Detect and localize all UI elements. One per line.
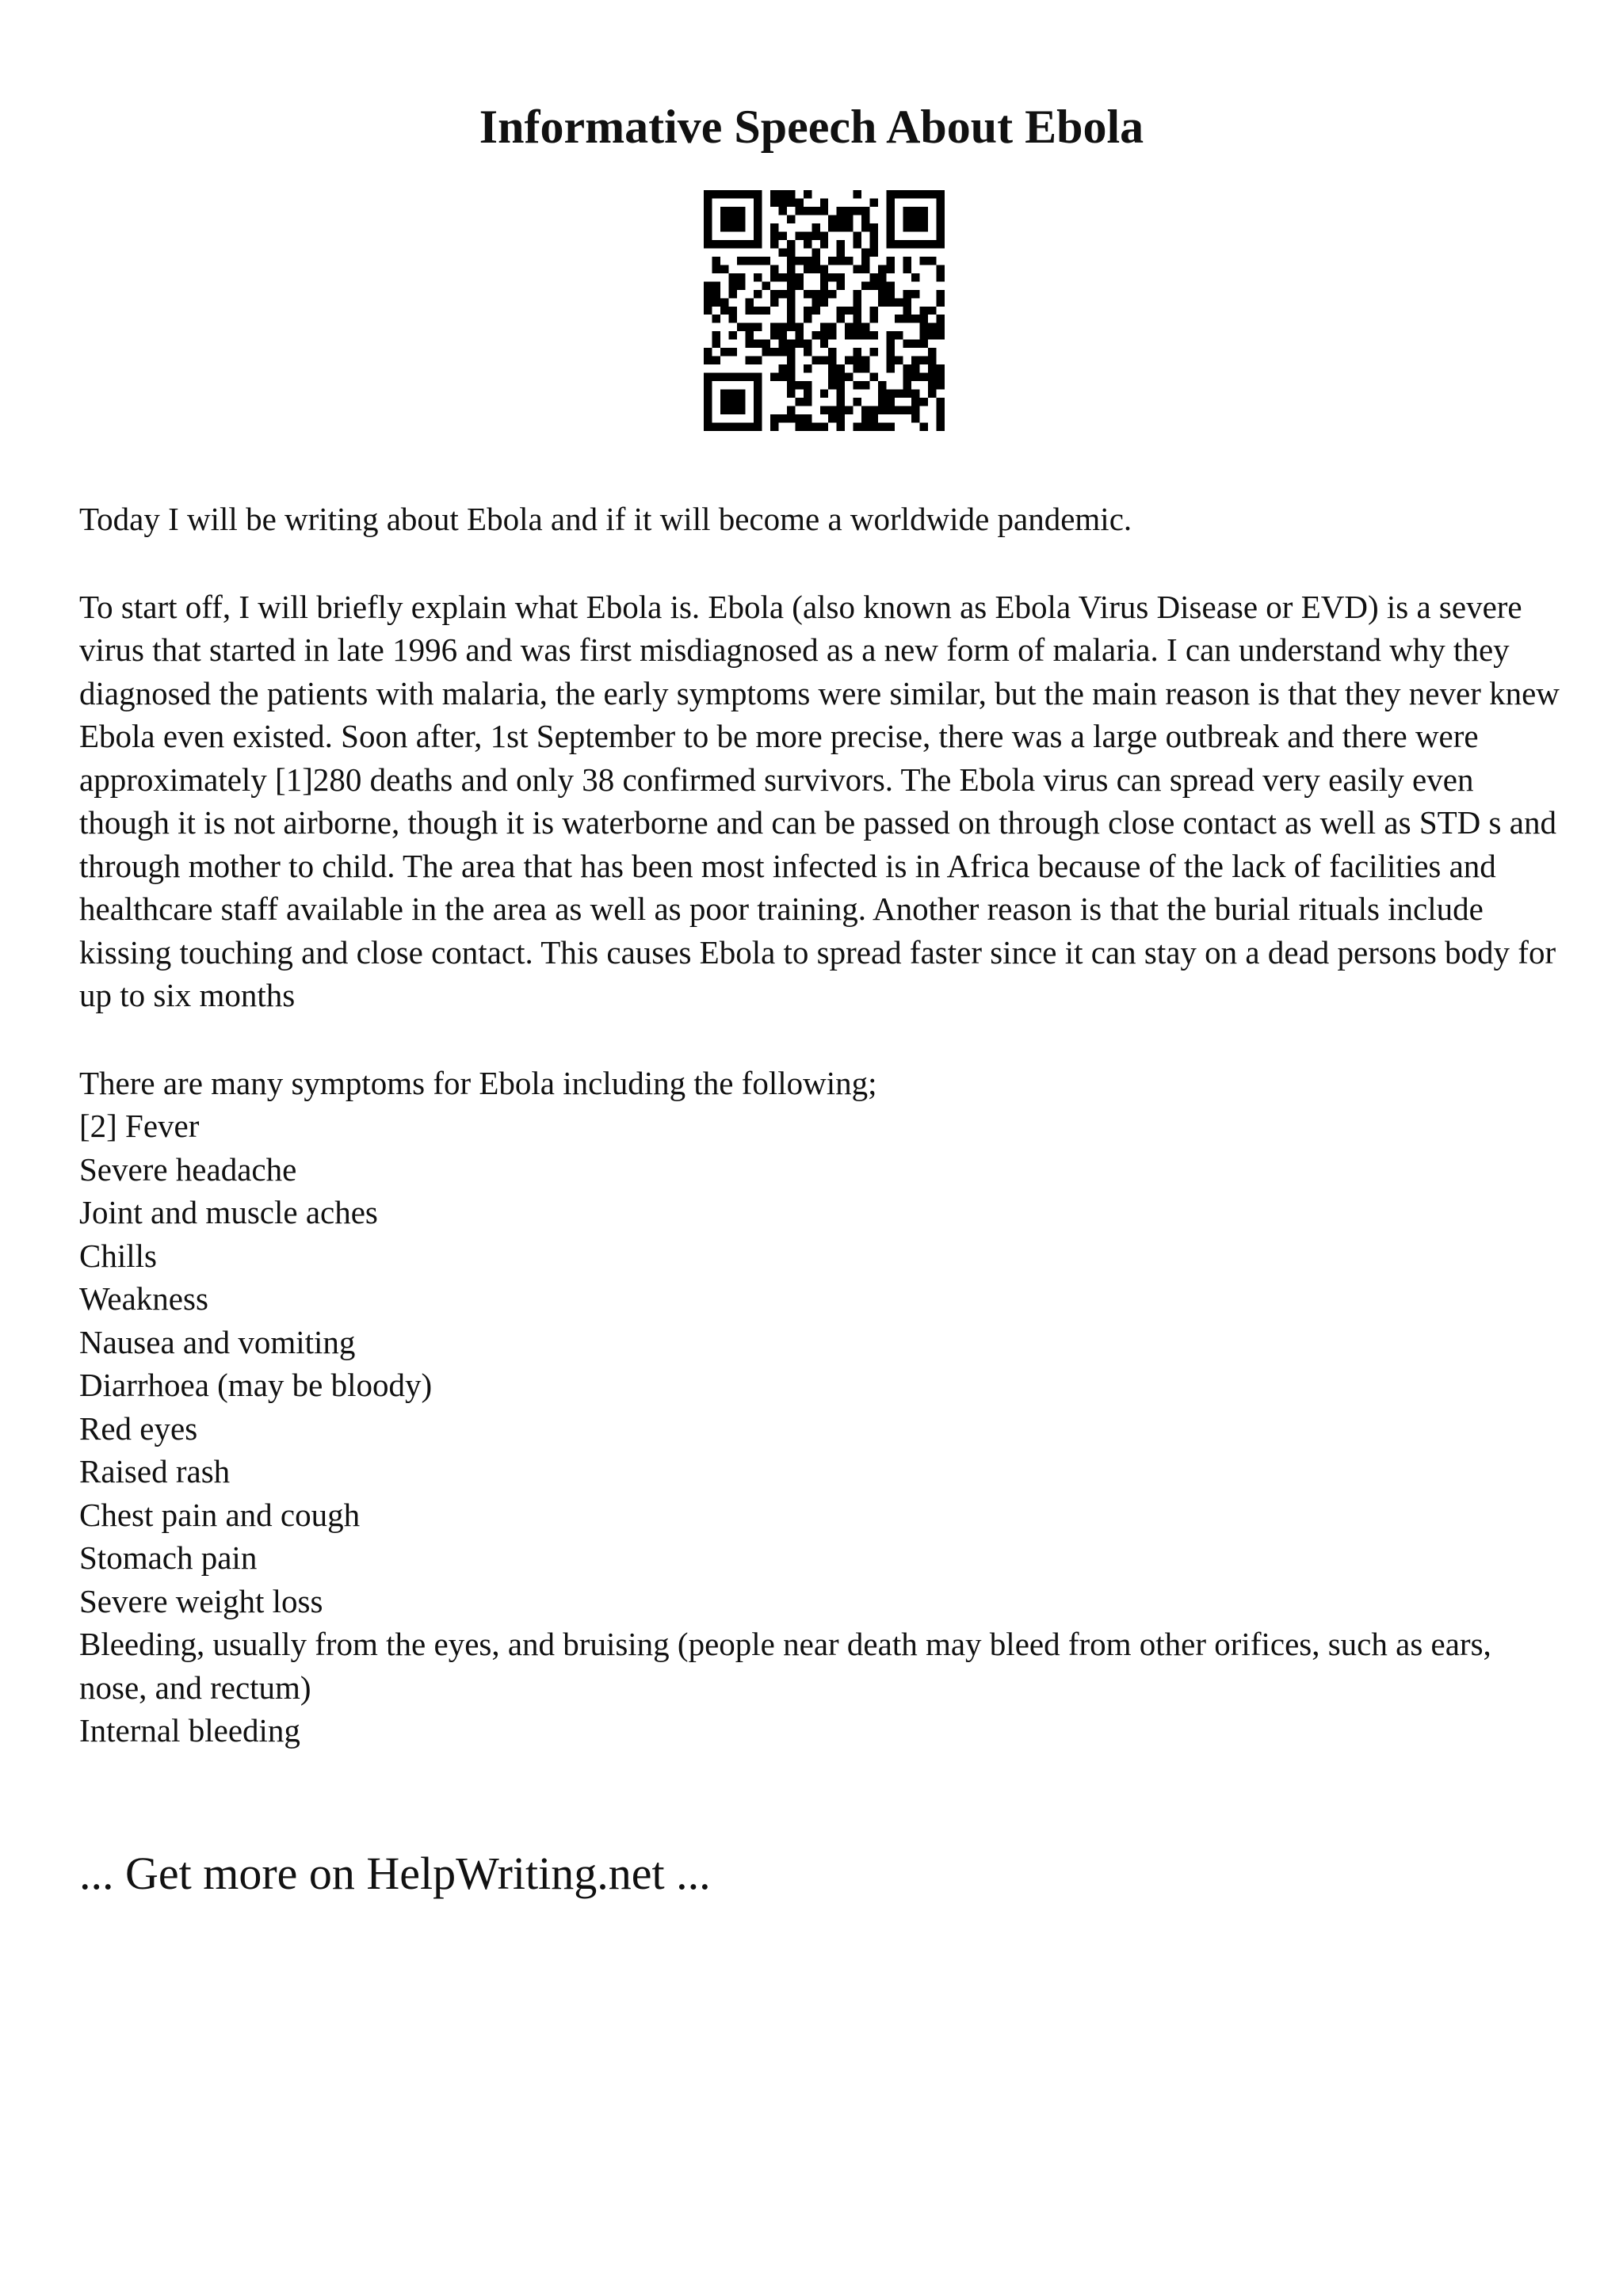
list-item: [2] Fever (79, 1108, 200, 1144)
symptoms-list (79, 1104, 1561, 1753)
list-item: Bleeding, usually from the eyes, and bruising (people near death may bleed from other orifices, such as ears, nose, and rectum) (79, 1626, 1491, 1706)
page-title: Informative Speech About Ebola (479, 101, 1144, 153)
qr-code-icon (704, 190, 945, 431)
symptoms-intro: There are many symptoms for Ebola including the following; (79, 1064, 877, 1101)
get-more-link[interactable]: ... Get more on HelpWriting.net ... (79, 1848, 711, 1899)
list-item: Diarrhoea (may be bloody) (79, 1367, 433, 1403)
explanation-paragraph: To start off, I will briefly explain what Ebola is. Ebola (also known as Ebola Virus Disease or EVD) is a severe virus that started in late 1996 and was first misdiagnosed as a new form of malaria. I can understand why they diagnosed the patients with malaria, the early symptoms were similar, but the main reason is that they never knew Ebola even existed. Soon after, 1st September to be more precise, there was a large outbreak and there were approximately [1]280 deaths and only 38 confirmed survivors. The Ebola virus can spread very easily even though it is not airborne, though it is waterborne and can be passed on through close contact as well as STD s and through mother to child. The area that has been most infected is in Africa because of the lack of facilities and healthcare staff available in the area as well as poor training. Another reason is that the burial rituals include kissing touching and close contact. This causes Ebola to spread faster since it can stay on a dead persons body for up to six months (79, 588, 1560, 1013)
list-item: Severe headache (79, 1150, 297, 1188)
list-item: Stomach pain (79, 1539, 258, 1576)
list-item: Weakness (79, 1280, 208, 1317)
list-item: Raised rash (79, 1453, 231, 1489)
list-item: Chest pain and cough (79, 1496, 361, 1533)
list-item: Joint and muscle aches (79, 1194, 378, 1230)
document-body (79, 498, 1561, 1753)
list-item: Severe weight loss (79, 1582, 323, 1619)
intro-paragraph: Today I will be writing about Ebola and if it will become a worldwide pandemic. (79, 501, 1132, 537)
list-item: Chills (79, 1237, 157, 1274)
list-item: Nausea and vomiting (79, 1323, 356, 1360)
list-item: Red eyes (79, 1409, 198, 1447)
list-item: Internal bleeding (79, 1712, 300, 1749)
